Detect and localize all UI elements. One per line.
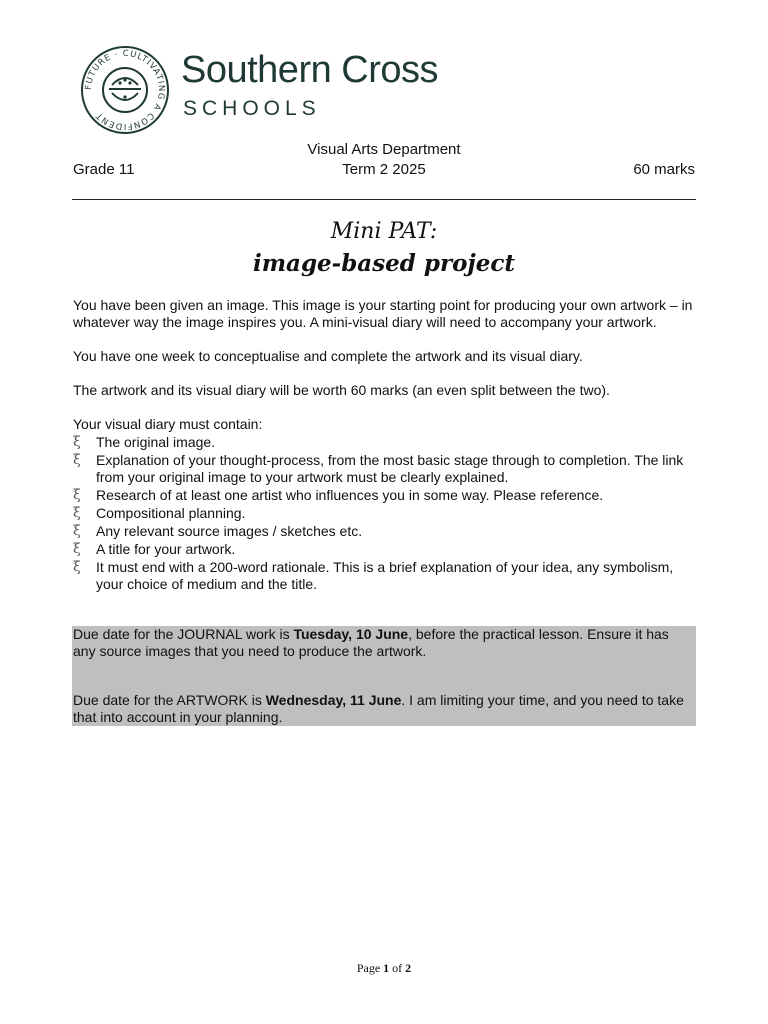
- school-name: Southern Cross: [181, 49, 439, 91]
- document-subtitle: image-based project: [252, 250, 516, 277]
- bullet-icon: ξ: [73, 505, 81, 521]
- bullet-icon: ξ: [73, 559, 81, 575]
- due-spacer: [72, 662, 696, 692]
- grade-label: Grade 11: [73, 161, 135, 178]
- journal-due-notice: [72, 626, 696, 662]
- page-label: Page: [356, 961, 384, 975]
- bullet-icon: ξ: [73, 541, 81, 557]
- svg-text:FUTURE · CULTIVATING A CONFIDE: FUTURE · CULTIVATING A CONFIDENT: [83, 48, 167, 132]
- list-item: [73, 559, 695, 593]
- list-item: [73, 434, 695, 451]
- school-seal-icon: [79, 45, 171, 135]
- artwork-due-detail: . I am limiting your time, and you need to take that into account in your planning.: [73, 692, 684, 725]
- list-item: [73, 487, 695, 504]
- list-item: [73, 452, 695, 486]
- list-item: [73, 505, 695, 522]
- list-item: [73, 523, 695, 540]
- intro-paragraph: You have been given an image. This image is your starting point for producing your own artwork – in whatever way the image inspires you. A mini-visual diary will need to accompany your artwork.: [73, 297, 693, 330]
- bullet-icon: ξ: [73, 487, 81, 503]
- worth-paragraph: The artwork and its visual diary will be worth 60 marks (an even split between the two).: [73, 382, 610, 398]
- list-item-text: Research of at least one artist who influences you in some way. Please reference.: [96, 487, 604, 503]
- list-item-text: Compositional planning.: [96, 505, 246, 521]
- journal-due-detail: , before the practical lesson. Ensure it has any source images that you need to produce the artwork.: [73, 626, 669, 659]
- term-label: Term 2 2025: [342, 161, 426, 178]
- bullet-icon: ξ: [73, 452, 81, 468]
- school-subname: SCHOOLS: [183, 97, 321, 120]
- artwork-due-notice: [72, 692, 696, 726]
- school-logo: [79, 45, 479, 135]
- page-of-label: of: [389, 961, 406, 975]
- bullet-icon: ξ: [73, 434, 81, 450]
- list-item-text: Explanation of your thought-process, from the most basic stage through to completion. The link from your original image to your artwork must be clearly explained.: [96, 452, 684, 485]
- page-total: 2: [405, 961, 412, 975]
- list-item-text: The original image.: [96, 434, 216, 450]
- marks-label: 60 marks: [633, 161, 695, 178]
- department-heading: Visual Arts Department: [307, 141, 461, 158]
- artwork-due-date: Wednesday, 11 June: [265, 692, 402, 708]
- list-item-text: Any relevant source images / sketches etc.: [96, 523, 363, 539]
- time-paragraph: You have one week to conceptualise and complete the artwork and its visual diary.: [73, 348, 583, 364]
- diary-intro: Your visual diary must contain:: [73, 416, 263, 432]
- header-divider: [72, 199, 696, 200]
- bullet-icon: ξ: [73, 523, 81, 539]
- list-item-text: A title for your artwork.: [96, 541, 236, 557]
- artwork-due-text: Due date for the ARTWORK is: [73, 692, 266, 708]
- list-item: [73, 541, 695, 558]
- document-title: Mini PAT:: [330, 219, 438, 244]
- diary-requirements-list: [73, 434, 695, 594]
- page-number: 1: [383, 961, 390, 975]
- page-footer: [0, 961, 768, 976]
- list-item-text: It must end with a 200-word rationale. This is a brief explanation of your idea, any symbolism, your choice of medium and the title.: [96, 559, 674, 592]
- journal-due-text: Due date for the JOURNAL work is: [73, 626, 294, 642]
- journal-due-date: Tuesday, 10 June: [293, 626, 409, 642]
